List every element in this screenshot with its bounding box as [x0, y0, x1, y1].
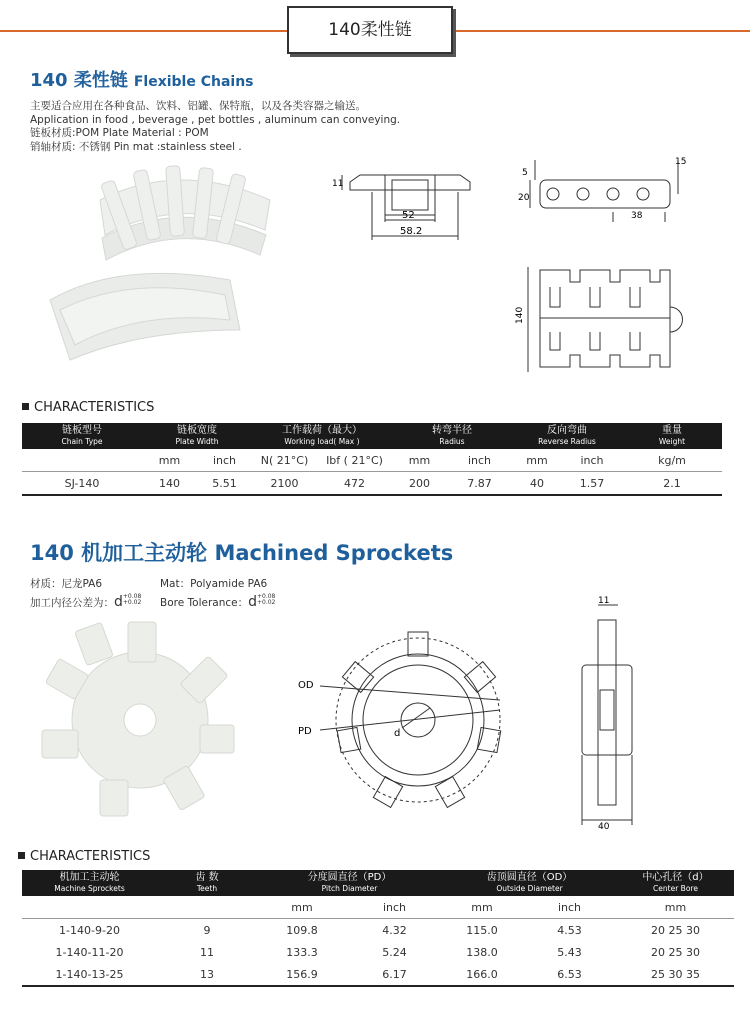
heading-en: Flexible Chains: [133, 74, 254, 90]
dim-5: 5: [522, 168, 528, 178]
bullet-square-icon: [18, 852, 25, 859]
sprocket-side-view-drawing: [560, 595, 640, 830]
sprockets-heading: [30, 537, 453, 567]
od-label: OD: [298, 680, 314, 691]
bullet-square-icon: [22, 403, 29, 410]
sprocket-characteristics-table: [22, 870, 734, 987]
table-header-row: [22, 423, 722, 449]
dim-140: 140: [515, 306, 525, 324]
col-plate-width: 链板宽度 Plate Width: [142, 423, 252, 449]
chain-cross-section-drawing: [330, 160, 490, 245]
desc-line: 链板材质:POM Plate Material : POM: [30, 127, 209, 139]
chain-plan-drawing: [510, 262, 690, 377]
dim-38: 38: [631, 211, 643, 221]
col-weight: 重量 Weight: [622, 423, 722, 449]
page-title: 140柔性链: [287, 6, 453, 54]
sprocket-dimension-drawing: [290, 620, 520, 820]
tolerance-en: Bore Tolerance：d +0.08 +0.02: [160, 593, 276, 610]
characteristics-heading: CHARACTERISTICS: [22, 400, 154, 415]
desc-line: Application in food , beverage , pet bottles , aluminum can conveying.: [30, 113, 401, 126]
sprocket-photo: [40, 620, 240, 820]
pd-label: PD: [298, 726, 312, 737]
col-pitch-diameter: 分度圆直径（PD） Pitch Diameter: [257, 870, 442, 896]
material-en: Mat：Polyamide PA6: [160, 578, 268, 590]
heading-cn: 140 柔性链: [30, 70, 128, 91]
material-cn: 材质：尼龙PA6: [30, 578, 103, 590]
col-teeth: 齿 数 Teeth: [157, 870, 257, 896]
table-row: SJ-140 140 5.51 2100 472 200 7.87 40 1.57 2.1: [22, 472, 722, 496]
dim-11: 11: [332, 179, 344, 189]
desc-line: 销轴材质: 不锈钢 Pin mat :stainless steel .: [30, 140, 242, 153]
col-radius: 转弯半径 Radius: [392, 423, 512, 449]
table-row: 1-140-11-20 11 133.3 5.24 138.0 5.43 20 25 30: [55, 945, 700, 959]
chain-description: [30, 100, 400, 154]
table-row: 1-140-9-20 9 109.8 4.32 115.0 4.53 20 25 30: [59, 923, 700, 937]
col-outside-diameter: 齿顶圆直径（OD） Outside Diameter: [442, 870, 617, 896]
width-40: 40: [598, 822, 610, 830]
table-units-row: mm inch N( 21°C) Ibf ( 21°C) mm inch mm inch kg/m: [22, 449, 722, 472]
dim-15: 15: [675, 157, 687, 167]
chain-side-view-drawing: [515, 150, 690, 225]
flexible-chains-heading: [30, 66, 254, 92]
chain-photo: [40, 160, 290, 380]
desc-line: 主要适合应用在各种食品、饮料、铝罐、保特瓶，以及各类容器之输送。: [30, 100, 366, 112]
col-working-load: 工作载荷（最大） Working load( Max ): [252, 423, 392, 449]
col-machine-sprockets: 机加工主动轮 Machine Sprockets: [22, 870, 157, 896]
table-header-row: [22, 870, 734, 896]
width-11: 11: [598, 596, 610, 606]
dim-52: 52: [402, 210, 415, 221]
bore-label: d: [394, 728, 401, 739]
col-chain-type: 链板型号 Chain Type: [22, 423, 142, 449]
heading-en: Machined Sprockets: [214, 541, 454, 565]
table-units-row: mm inch mm inch mm: [22, 896, 734, 919]
dim-58: 58.2: [400, 226, 423, 237]
dim-20: 20: [518, 193, 530, 203]
tolerance-cn: 加工内径公差为：d +0.08 +0.02: [30, 593, 142, 610]
heading-cn: 140 机加工主动轮: [30, 541, 208, 565]
col-center-bore: 中心孔径（d） Center Bore: [617, 870, 734, 896]
col-reverse-radius: 反向弯曲 Reverse Radius: [512, 423, 622, 449]
characteristics-heading: CHARACTERISTICS: [18, 849, 150, 864]
table-row: 1-140-13-25 13 156.9 6.17 166.0 6.53 25 30 35: [22, 963, 734, 986]
chain-characteristics-table: [22, 423, 722, 496]
